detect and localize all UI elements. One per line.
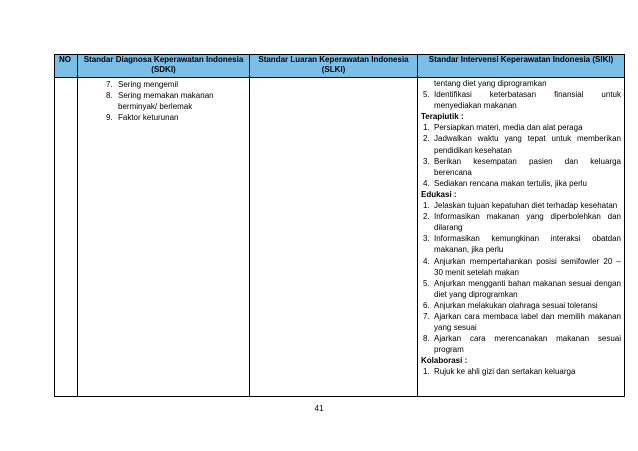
item-text: Ajarkan cara membaca label dan memilih makanan yang sesuai	[434, 311, 621, 333]
item-number: 2.	[423, 212, 430, 222]
table-row	[55, 78, 625, 397]
sdki-list	[78, 78, 249, 123]
item-text: Sediakan rencana makan tertulis, jika perlu	[434, 178, 587, 188]
siki-item	[421, 333, 621, 355]
cell-sdki	[78, 78, 250, 397]
section-heading-kolaborasi: Kolaborasi :	[421, 356, 468, 366]
siki-item	[421, 89, 621, 111]
siki-item	[421, 300, 621, 311]
siki-item	[421, 278, 621, 300]
item-text: Anjurkan mempertahankan posisi semifowler 20 – 30 menit setelah makan	[434, 256, 621, 277]
item-number: 3.	[423, 234, 430, 244]
item-text: Persiapkan materi, media dan alat peraga	[434, 123, 583, 133]
item-text: Anjurkan melakukan olahraga sesuai toleransi	[434, 300, 598, 310]
table-header-row	[55, 55, 625, 78]
cell-no	[55, 78, 78, 397]
page-number: 41	[314, 404, 324, 413]
item-number: 6.	[423, 300, 430, 310]
item-number: 8.	[423, 334, 430, 344]
section-heading-edukasi: Edukasi :	[421, 189, 457, 199]
item-text: Informasikan kemungkinan interaksi obatdan makanan, jika perlu	[434, 234, 621, 255]
sdki-item	[106, 90, 249, 112]
item-number: 9.	[106, 113, 113, 123]
siki-continuation: tentang diet yang diprogramkan	[434, 79, 547, 88]
item-number: 1.	[423, 123, 430, 133]
header-siki: Standar Intervensi Keperawatan Indonesia (SIKI)	[418, 55, 625, 78]
item-number: 2.	[423, 134, 430, 144]
item-text: Sering memakan makanan berminyak/ berlemak	[118, 91, 214, 112]
item-number: 7.	[106, 80, 113, 89]
siki-item	[421, 133, 621, 155]
header-slki: Standar Luaran Keperawatan Indonesia (SLKI)	[250, 55, 418, 78]
item-text: Identifikasi keterbatasan finansial untuk menyediakan makanan	[434, 90, 621, 111]
item-text: Faktor keturunan	[118, 113, 179, 123]
item-text: Jelaskan tujuan kepatuhan diet terhadap kesehatan	[434, 201, 618, 211]
sdki-item	[106, 112, 249, 123]
item-text: Anjurkan mengganti bahan makanan sesuai dengan diet yang diprogramkan	[434, 278, 621, 299]
item-text: Ajarkan cara merencanakan makanan sesuai program	[434, 334, 621, 355]
siki-item	[421, 122, 621, 133]
item-text: Berikan kesempatan pasien dan keluarga berencana	[434, 156, 621, 177]
item-number: 3.	[423, 156, 430, 166]
item-number: 5.	[423, 278, 430, 288]
item-text: Jadwalkan waktu yang tepat untuk memberikan pendidikan kesehatan	[434, 134, 621, 155]
header-no: NO	[55, 55, 78, 78]
item-text: Sering mengemil	[118, 80, 179, 89]
siki-item	[421, 200, 621, 211]
item-number: 5.	[423, 90, 430, 100]
siki-item	[421, 211, 621, 233]
siki-item	[421, 156, 621, 178]
siki-item	[421, 366, 621, 377]
cell-slki	[250, 78, 418, 397]
item-number: 4.	[423, 256, 430, 266]
item-number: 8.	[106, 91, 113, 101]
item-number: 1.	[423, 201, 430, 211]
siki-item	[421, 256, 621, 278]
item-number: 1.	[423, 367, 430, 377]
item-number: 7.	[423, 311, 430, 321]
item-text: Informasikan makanan yang diperbolehkan dan dilarang	[434, 212, 621, 233]
header-sdki: Standar Diagnosa Keperawatan Indonesia (SDKI)	[78, 55, 250, 78]
section-heading-terapiutik: Terapiutik :	[421, 112, 464, 122]
sdki-item	[106, 79, 249, 90]
siki-item	[421, 311, 621, 333]
siki-item	[421, 178, 621, 189]
siki-item	[421, 233, 621, 255]
care-plan-table	[54, 54, 625, 397]
item-number: 4.	[423, 178, 430, 188]
cell-siki	[418, 78, 625, 397]
siki-list	[421, 78, 621, 378]
item-text: Rujuk ke ahli gizi dan sertakan keluarga	[434, 367, 576, 377]
